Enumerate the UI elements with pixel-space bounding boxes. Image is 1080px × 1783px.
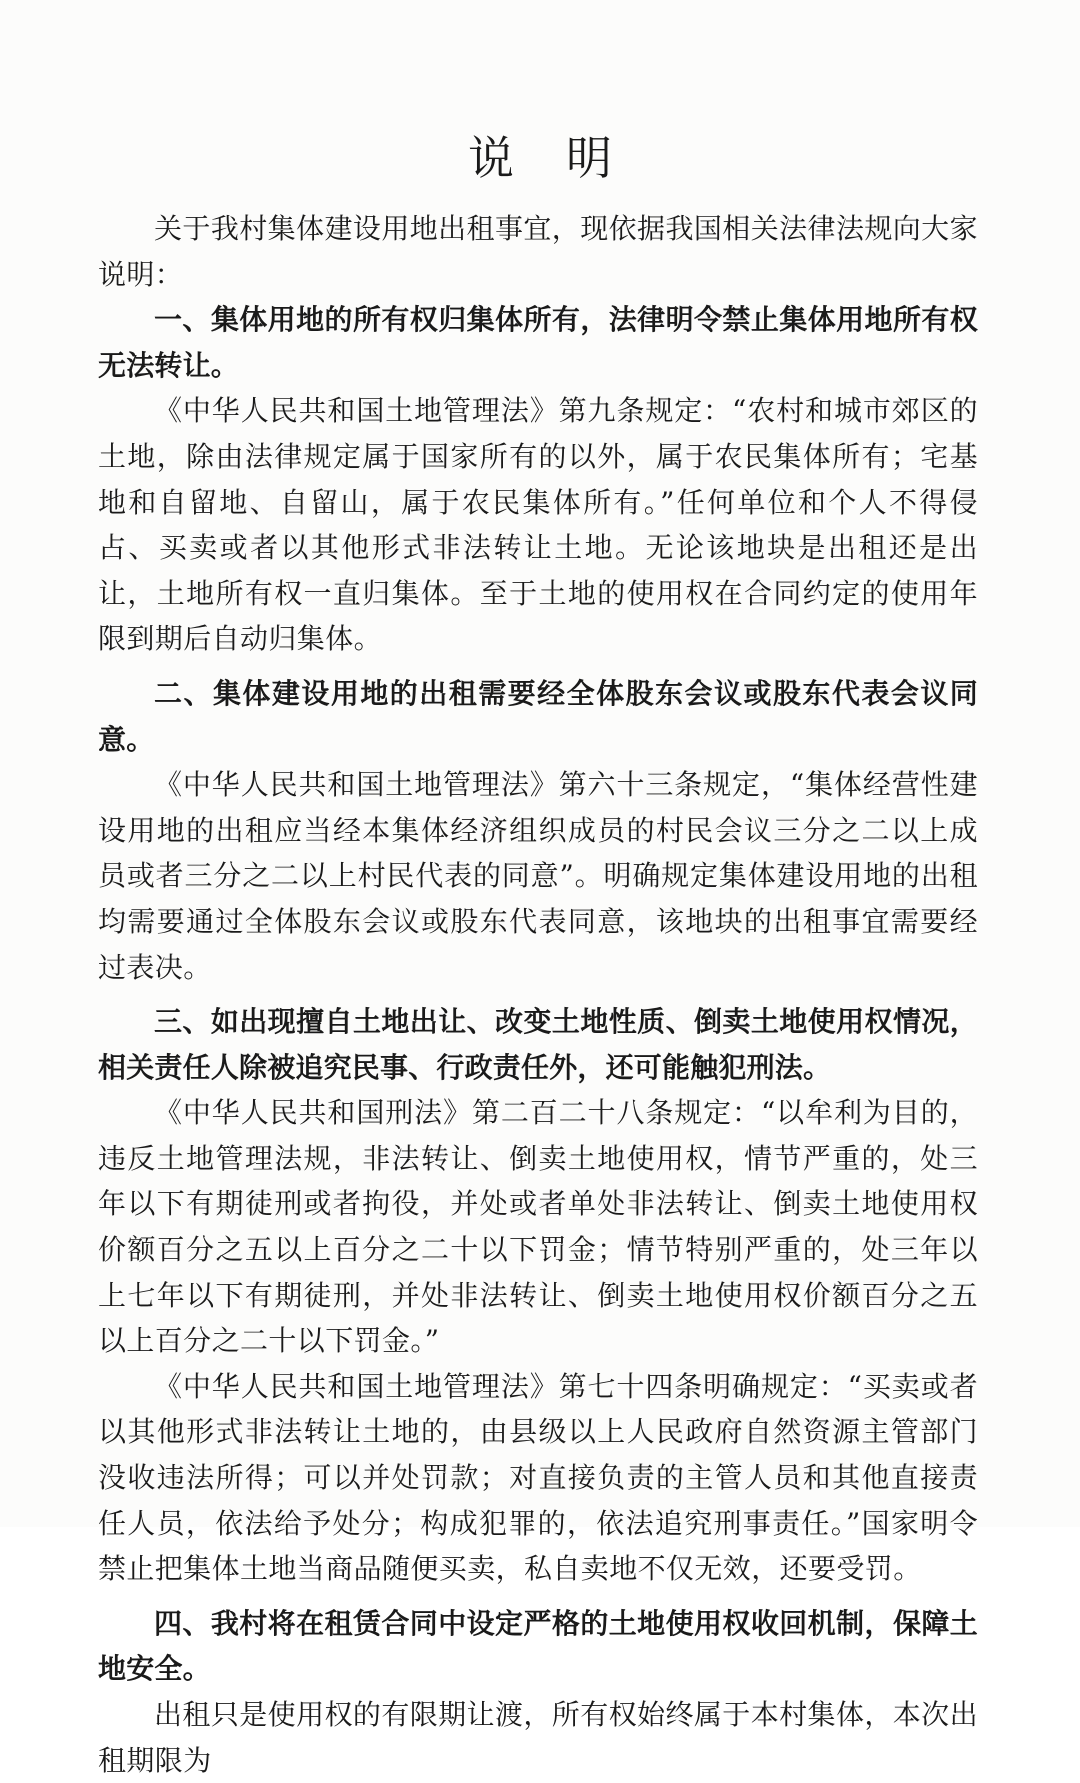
section-3-paragraph-land-law: 《中华人民共和国土地管理法》第七十四条明确规定：“买卖或者以其他形式非法转让土地的，由县级以上人民政府自然资源主管部门没收违法所得；可以并处罚款；对直接负责的主管人员和其他直接责任人员，依法给予处分；构成犯罪的，依法追究刑事责任。”国家明令禁止把集体土地当商品随便买卖，私自卖地不仅无效，还要受罚。	[98, 1369, 978, 1586]
section-3-paragraph-criminal-law: 《中华人民共和国刑法》第二百二十八条规定：“以牟利为目的，违反土地管理法规，非法转让、倒卖土地使用权，情节严重的，处三年以下有期徒刑或者拘役，并处或者单处非法转让、倒卖土地使用权价额百分之五以上百分之二十以下罚金；情节特别严重的，处三年以上七年以下有期徒刑，并处非法转让、倒卖土地使用权价额百分之五以上百分之二十以下罚金。”	[98, 1096, 978, 1358]
document-body	[98, 206, 978, 1783]
page-title: 说明	[468, 131, 664, 185]
section-4-heading: 四、我村将在租赁合同中设定严格的土地使用权收回机制，保障土地安全。	[98, 1606, 978, 1686]
section-2-heading: 二、集体建设用地的出租需要经全体股东会议或股东代表会议同意。	[98, 676, 978, 756]
section-1-heading: 一、集体用地的所有权归集体所有，法律明令禁止集体用地所有权无法转让。	[98, 303, 978, 382]
intro-paragraph: 关于我村集体建设用地出租事宜，现依据我国相关法律法规向大家说明：	[98, 212, 978, 291]
section-2-paragraph: 《中华人民共和国土地管理法》第六十三条规定，“集体经营性建设用地的出租应当经本集体经济组织成员的村民会议三分之二以上成员或者三分之二以上村民代表的同意”。明确规定集体建设用地的出租均需要通过全体股东会议或股东代表同意，该地块的出租事宜需要经过表决。	[98, 768, 978, 984]
section-1-paragraph: 《中华人民共和国土地管理法》第九条规定：“农村和城市郊区的土地，除由法律规定属于国家所有的以外，属于农民集体所有；宅基地和自留地、自留山，属于农民集体所有。”任何单位和个人不得侵占、买卖或者以其他形式非法转让土地。无论该地块是出租还是出让，土地所有权一直归集体。至于土地的使用权在合同约定的使用年限到期后自动归集体。	[98, 394, 978, 656]
section-3-heading: 三、如出现擅自土地出让、改变土地性质、倒卖土地使用权情况，相关责任人除被追究民事、行政责任外，还可能触犯刑法。	[98, 1005, 978, 1084]
section-4-paragraph: 出租只是使用权的有限期让渡，所有权始终属于本村集体，本次出租期限为	[98, 1698, 978, 1777]
